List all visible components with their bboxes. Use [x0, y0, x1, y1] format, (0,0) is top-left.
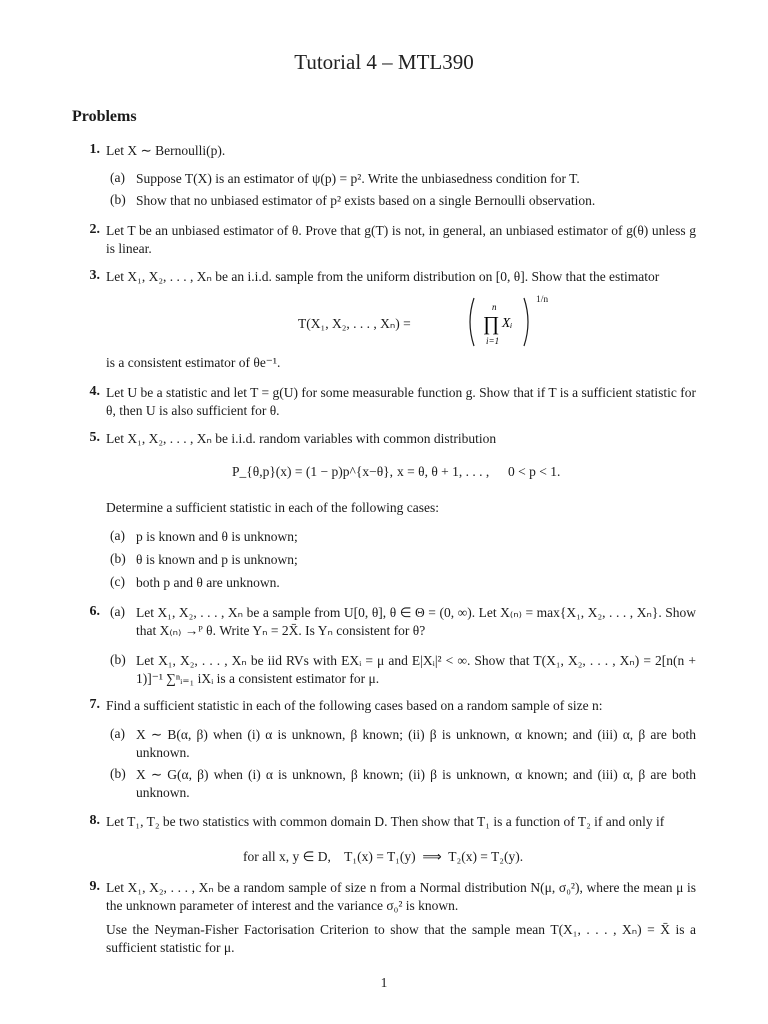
problem-text: Let T₁, T₂ be two statistics with common domain D. Then show that T₁ is a function of T₂ if and only if — [106, 814, 665, 829]
section-heading: Problems — [72, 108, 137, 125]
equation-main: for all x, y ∈ D, T₁(x) = T₁(y) ⟹ T₂(x) = T₂(y). — [243, 849, 524, 864]
part-text: X ∼ G(α, β) when (i) α is unknown, β known; (ii) β is unknown, α known; and (iii) α, β are both unknown. — [136, 767, 696, 800]
part-label: (b) — [110, 551, 126, 566]
problem-number: 6. — [89, 604, 100, 619]
equation-range: 0 < p < 1. — [508, 464, 561, 479]
problem-number: 5. — [89, 430, 100, 445]
problem-number: 9. — [89, 879, 100, 894]
part-label: (c) — [110, 574, 125, 589]
part-label: (a) — [110, 726, 125, 741]
problem-text: Let X₁, X₂, . . . , Xₙ be i.i.d. random variables with common distribution — [106, 431, 497, 446]
problem-text-after: is a consistent estimator of θe⁻¹. — [106, 355, 281, 370]
product-equation — [468, 292, 538, 352]
part-text: p is known and θ is unknown; — [136, 529, 298, 544]
part-text: both p and θ are unknown. — [136, 575, 280, 590]
part-label: (b) — [110, 652, 126, 667]
problem-number: 1. — [89, 142, 100, 157]
part-label: (a) — [110, 604, 125, 619]
product-lower-limit: i=1 — [486, 336, 500, 346]
problem-text: Let U be a statistic and let T = g(U) for some measurable function g. Show that if T is a sufficient statistic for θ, then U is also sufficient for θ. — [106, 385, 696, 418]
part-label: (a) — [110, 528, 125, 543]
problem-text: Let X₁, X₂, . . . , Xₙ be a random sample of size n from a Normal distribution N(μ, σ₀²), where the mean μ is the unknown parameter of interest and the variance σ₀² is known. — [106, 880, 696, 913]
page-number: 1 — [380, 975, 388, 990]
document-title: Tutorial 4 – MTL390 — [294, 50, 474, 74]
part-text: Suppose T(X) is an estimator of ψ(p) = p². Write the unbiasedness condition for T. — [136, 171, 580, 186]
problem-text-after: Use the Neyman-Fisher Factorisation Criterion to show that the sample mean T(X₁, . . . , Xₙ) = X̄ is a sufficient statistic for μ. — [106, 922, 696, 955]
problem-number: 4. — [89, 384, 100, 399]
problem-text: Let X₁, X₂, . . . , Xₙ be an i.i.d. sample from the uniform distribution on [0, θ]. Show that the estimator — [106, 269, 660, 284]
part-label: (a) — [110, 170, 125, 185]
problem-number: 8. — [89, 813, 100, 828]
problem-text: Let X ∼ Bernoulli(p). — [106, 143, 226, 158]
part-label: (b) — [110, 192, 126, 207]
equation-exponent: 1/n — [536, 295, 549, 305]
product-symbol: ∏ — [483, 313, 500, 335]
problem-number: 3. — [89, 268, 100, 283]
part-text: θ is known and p is unknown; — [136, 552, 298, 567]
part-text: Let X₁, X₂, . . . , Xₙ be a sample from U[0, θ], θ ∈ Θ = (0, ∞). Let X₍ₙ₎ = max{X₁, X₂, . . . , Xₙ}. Show that X₍ₙ₎ →ᴾ θ. Write Yₙ = 2X̄. Is Yₙ consistent for θ? — [136, 605, 696, 638]
problem-text: Let T be an unbiased estimator of θ. Prove that g(T) is not, in general, an unbiased estimator of g(θ) unless g is linear. — [106, 223, 696, 256]
product-body: Xᵢ — [502, 315, 513, 330]
equation-support: x = θ, θ + 1, . . . , — [397, 464, 490, 479]
part-text: Let X₁, X₂, . . . , Xₙ be iid RVs with EXᵢ = μ and E|Xᵢ|² < ∞. Show that T(X₁, X₂, . . . , Xₙ) = 2[n(n + 1)]⁻¹ ∑ⁿᵢ₌₁ iXᵢ is a consistent estimator for μ. — [136, 653, 696, 686]
part-text: X ∼ B(α, β) when (i) α is unknown, β known; (ii) β is unknown, α known; and (iii) α, β are both unknown. — [136, 727, 696, 760]
problem-number: 7. — [89, 697, 100, 712]
part-label: (b) — [110, 766, 126, 781]
problem-number: 2. — [89, 222, 100, 237]
product-upper-limit: n — [492, 302, 497, 312]
problem-text-after: Determine a sufficient statistic in each of the following cases: — [106, 500, 440, 515]
problem-text: Find a sufficient statistic in each of the following cases based on a random sample of size n: — [106, 698, 603, 713]
equation-lhs: T(X₁, X₂, . . . , Xₙ) = — [298, 316, 411, 331]
part-text: Show that no unbiased estimator of p² exists based on a single Bernoulli observation. — [136, 193, 596, 208]
equation-main: P_{θ,p}(x) = (1 − p)p^{x−θ}, — [232, 464, 394, 479]
